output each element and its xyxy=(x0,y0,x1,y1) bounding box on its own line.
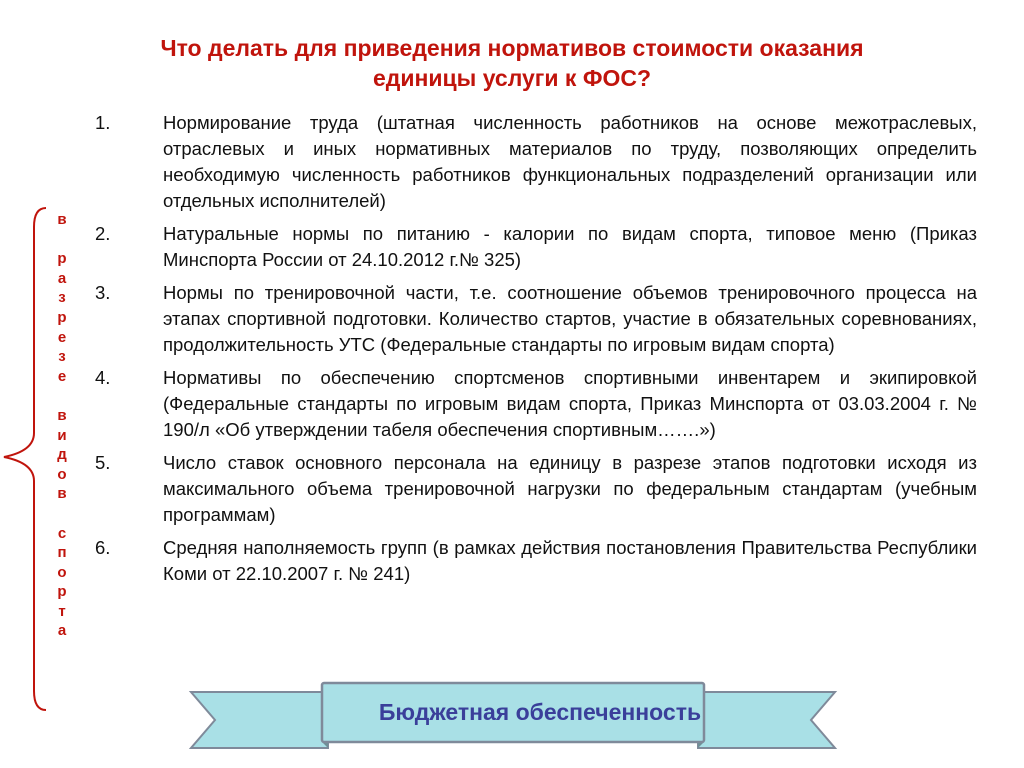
list-item-number: 6. xyxy=(95,537,111,558)
side-label-letter: и xyxy=(57,426,67,444)
side-label-letter: д xyxy=(57,446,67,464)
list-item-number: 2. xyxy=(95,223,111,244)
list-item-number: 3. xyxy=(95,282,111,303)
side-label-letter xyxy=(52,386,72,406)
side-label-letter: о xyxy=(57,465,67,483)
slide-title-line-1: Что делать для приведения нормативов стоимости оказания xyxy=(160,35,864,61)
side-label-letter: а xyxy=(57,622,67,640)
side-label-letter: т xyxy=(58,602,66,620)
side-vertical-label xyxy=(52,210,72,641)
side-label-letter: с xyxy=(57,524,67,542)
list-item-text: Нормативы по обеспечению спортсменов спортивными инвентарем и экипировкой (Федеральные стандарты по игровым видам спорта, Приказ Минспорта от 03.03.2004 г. № 190/л «Об утверждении табеля обеспечения спортивным…….») xyxy=(163,367,977,440)
list-item-number: 1. xyxy=(95,112,111,133)
side-label-letter: р xyxy=(57,308,67,326)
side-label-letter: е xyxy=(57,328,67,346)
list-item xyxy=(95,450,977,528)
side-label-letter: е xyxy=(57,367,67,385)
list-item-number: 5. xyxy=(95,452,111,473)
side-label-letter: р xyxy=(57,250,67,268)
list-item xyxy=(95,110,977,214)
side-label-letter xyxy=(52,504,72,524)
list-item xyxy=(95,280,977,358)
side-label-letter: в xyxy=(57,406,67,424)
slide-title xyxy=(0,33,1024,93)
list-item-text: Натуральные нормы по питанию - калории по видам спорта, типовое меню (Приказ Минспорта России от 24.10.2012 г.№ 325) xyxy=(163,223,977,270)
side-label-letter: п xyxy=(57,544,67,562)
list-item-number: 4. xyxy=(95,367,111,388)
list-item-text: Нормы по тренировочной части, т.е. соотношение объемов тренировочного процесса на этапах спортивной подготовки. Количество стартов, участие в обязательных соревнованиях, продолжительность УТС (Федеральные стандарты по игровым видам спорта) xyxy=(163,282,977,355)
list-item-text: Средняя наполняемость групп (в рамках действия постановления Правительства Республики Коми от 22.10.2007 г. № 241) xyxy=(163,537,977,584)
side-label-letter xyxy=(52,230,72,250)
list-item-text: Нормирование труда (штатная численность работников на основе межотраслевых, отраслевых и иных нормативных материалов по труду, позволяющих определить необходимую численность работников функциональных подразделений организации или отдельных исполнителей) xyxy=(163,112,977,211)
curly-brace-icon xyxy=(0,205,50,715)
banner-label: Бюджетная обеспеченность xyxy=(378,698,702,725)
list-item-text: Число ставок основного персонала на единицу в разрезе этапов подготовки исходя из максимального объема тренировочной нагрузки по федеральным стандартам (учебным программам) xyxy=(163,452,977,525)
side-label-letter: з xyxy=(58,348,66,366)
side-label-letter: з xyxy=(58,289,66,307)
list-item xyxy=(95,535,977,587)
numbered-list xyxy=(95,110,977,594)
list-item xyxy=(95,221,977,273)
side-label-letter: в xyxy=(57,211,67,228)
side-label-letter: а xyxy=(57,269,67,287)
side-label-letter: в xyxy=(57,485,67,503)
side-label-letter: о xyxy=(57,563,67,581)
slide-title-line-2: единицы услуги к ФОС? xyxy=(372,65,652,91)
list-item xyxy=(95,365,977,443)
side-label-letter: р xyxy=(57,583,67,601)
